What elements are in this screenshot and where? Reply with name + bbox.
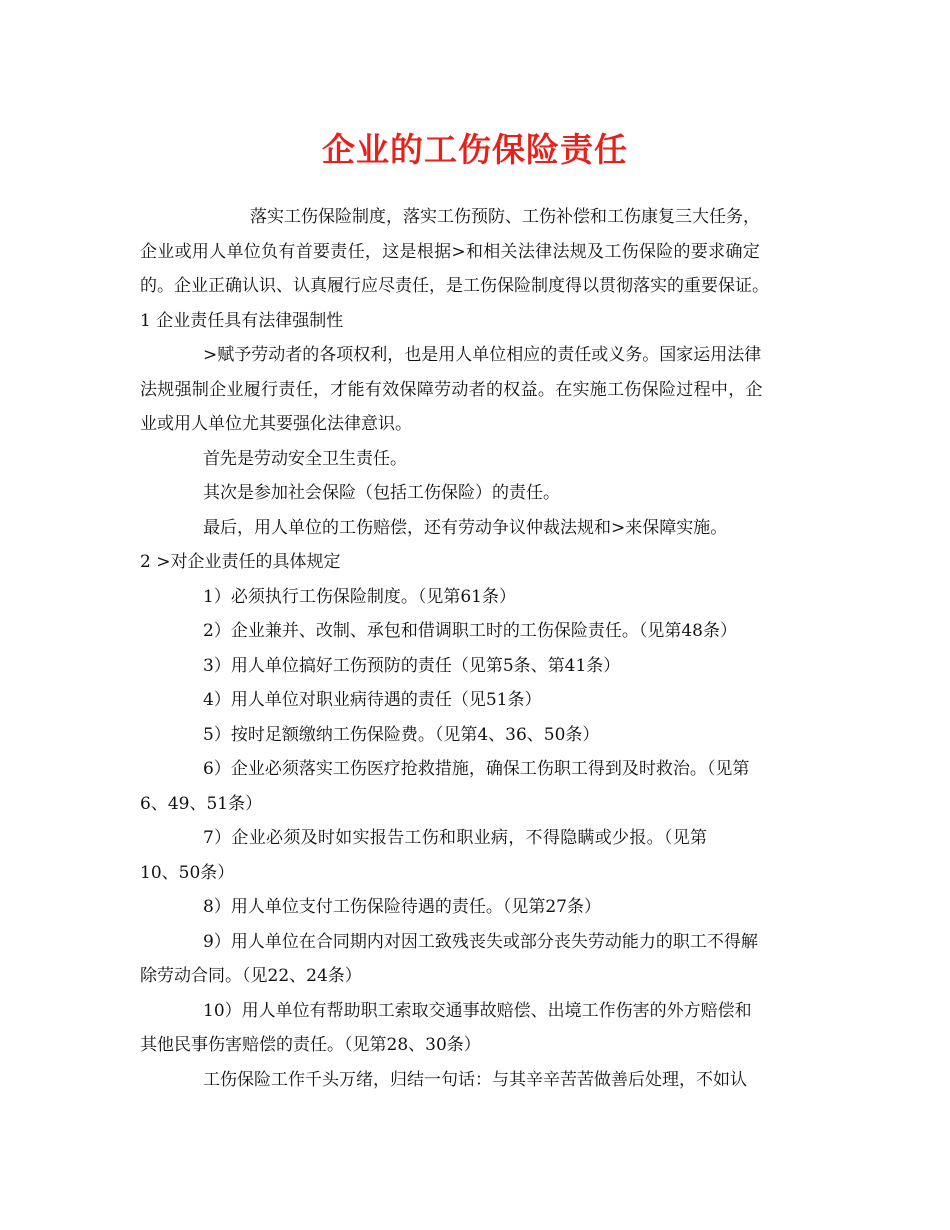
list-item-continuation: 10、50条） — [140, 862, 235, 883]
paragraph-line: 首先是劳动安全卫生责任。 — [203, 448, 407, 469]
paragraph-line: >赋予劳动者的各项权利，也是用人单位相应的责任或义务。国家运用法律 — [203, 345, 762, 365]
section-heading: 1 企业责任具有法律强制性 — [140, 310, 344, 331]
paragraph-line: 法规强制企业履行责任，才能有效保障劳动者的权益。在实施工伤保险过程中，企 — [140, 379, 763, 400]
list-item: 4）用人单位对职业病待遇的责任（见51条） — [203, 690, 542, 710]
list-item-continuation: 6、49、51条） — [140, 793, 263, 814]
list-item: 5）按时足额缴纳工伤保险费。（见第4、36、50条） — [203, 724, 600, 745]
list-item: 6）企业必须落实工伤医疗抢救措施，确保工伤职工得到及时救治。（见第 — [203, 759, 750, 779]
list-item-continuation: 其他民事伤害赔偿的责任。（见第28、30条） — [140, 1035, 481, 1055]
list-item-continuation: 除劳动合同。（见22、24条） — [140, 966, 362, 986]
list-item: 10）用人单位有帮助职工索取交通事故赔偿、出境工作伤害的外方赔偿和 — [203, 1000, 752, 1021]
list-item: 2）企业兼并、改制、承包和借调职工时的工伤保险责任。（见第48条） — [203, 621, 737, 641]
section-heading: 2 >对企业责任的具体规定 — [140, 552, 341, 572]
paragraph-line: 落实工伤保险制度，落实工伤预防、工伤补偿和工伤康复三大任务， — [250, 207, 760, 227]
paragraph-line: 最后，用人单位的工伤赔偿，还有劳动争议仲裁法规和>来保障实施。 — [203, 517, 728, 538]
document-body — [140, 200, 820, 1097]
list-item: 8）用人单位支付工伤保险待遇的责任。（见第27条） — [203, 897, 601, 917]
paragraph-line: 的。企业正确认识、认真履行应尽责任，是工伤保险制度得以贯彻落实的重要保证。 — [140, 276, 769, 296]
list-item: 1）必须执行工伤保险制度。（见第61条） — [203, 586, 516, 607]
paragraph-line: 其次是参加社会保险（包括工伤保险）的责任。 — [203, 483, 560, 503]
list-item: 9）用人单位在合同期内对因工致残丧失或部分丧失劳动能力的职工不得解 — [203, 931, 758, 952]
list-item: 7）企业必须及时如实报告工伤和职业病，不得隐瞒或少报。（见第 — [203, 828, 708, 848]
paragraph-line: 工伤保险工作千头万绪，归结一句话：与其辛辛苦苦做善后处理，不如认 — [203, 1069, 747, 1090]
list-item: 3）用人单位搞好工伤预防的责任（见第5条、第41条） — [203, 655, 621, 676]
document-title: 企业的工伤保险责任 — [322, 130, 628, 169]
paragraph-line: 业或用人单位尤其要强化法律意识。 — [140, 414, 412, 434]
paragraph-line: 企业或用人单位负有首要责任，这是根据>和相关法律法规及工伤保险的要求确定 — [140, 241, 761, 262]
